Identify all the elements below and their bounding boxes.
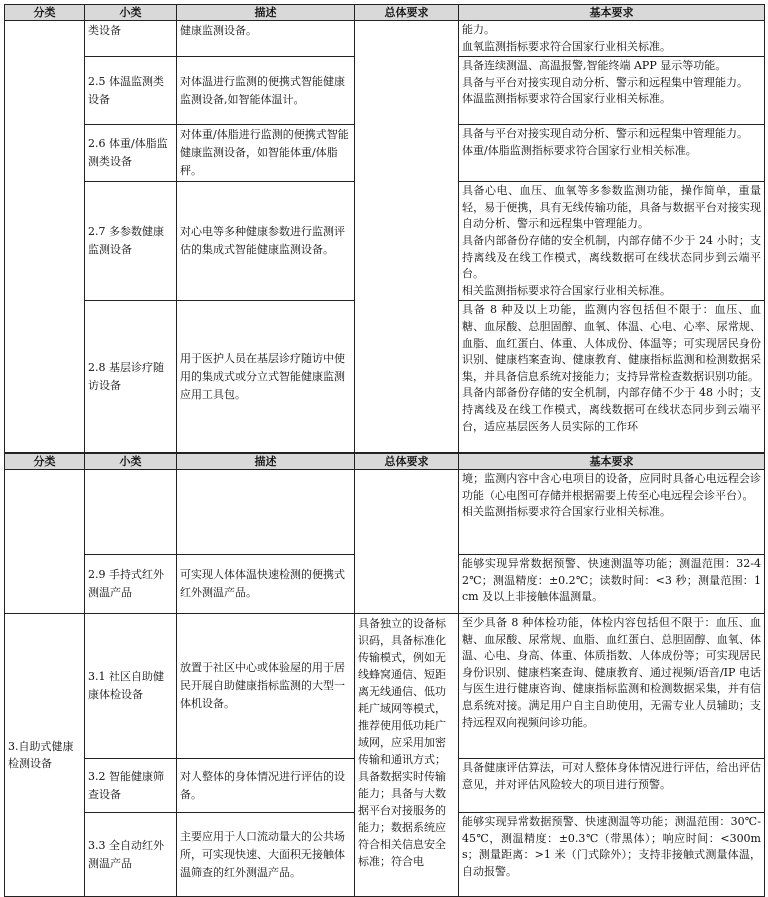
subcategory-cell xyxy=(85,470,177,555)
category-cell xyxy=(5,21,85,453)
header-description: 描述 xyxy=(177,5,355,21)
header-subcategory: 小类 xyxy=(85,5,177,21)
subcategory-cell: 2.7 多参数健康监测设备 xyxy=(85,182,177,301)
description-cell: 可实现人体体温快速检测的便携式红外测温产品。 xyxy=(177,555,355,614)
overall-requirements-cell: 具备独立的设备标识码，具备标准化传输模式，例如无线蜂窝通信、短距离无线通信、低功耗广域网等模式，推荐使用低功耗广域网，应采用加密传输和通讯方式；具备数据实时传输能力；具备与大数据平台对接服务的能力；数据系统应符合相关信息安全标准；符合电 xyxy=(355,614,459,897)
header-subcategory: 小类 xyxy=(85,454,177,470)
header-basic-requirements: 基本要求 xyxy=(459,454,765,470)
header-basic-requirements: 基本要求 xyxy=(459,5,765,21)
subcategory-cell: 类设备 xyxy=(85,21,177,57)
header-overall-requirements: 总体要求 xyxy=(355,5,459,21)
subcategory-cell: 3.3 全自动红外测温产品 xyxy=(85,813,177,897)
subcategory-cell: 2.5 体温监测类设备 xyxy=(85,57,177,125)
requirements-table-part-1 xyxy=(4,4,765,453)
description-cell: 健康监测设备。 xyxy=(177,21,355,57)
header-category: 分类 xyxy=(5,5,85,21)
overall-requirements-cell xyxy=(355,470,459,614)
category-cell: 3.自助式健康检测设备 xyxy=(5,614,85,897)
subcategory-cell: 2.8 基层诊疗随访设备 xyxy=(85,301,177,453)
description-cell xyxy=(177,470,355,555)
table-header-row xyxy=(5,5,765,21)
table-row xyxy=(5,21,765,57)
header-overall-requirements: 总体要求 xyxy=(355,454,459,470)
description-cell: 用于医护人员在基层诊疗随访中使用的集成式或分立式智能健康监测应用工具包。 xyxy=(177,301,355,453)
subcategory-cell: 3.2 智能健康筛查设备 xyxy=(85,759,177,813)
basic-requirements-cell: 境；监测内容中含心电项目的设备，应同时具备心电远程会诊功能（心电图可存储并根据需要上传至心电远程会诊平台）。 相关监测指标要求符合国家行业相关标准。 xyxy=(459,470,765,555)
subcategory-cell: 2.9 手持式红外测温产品 xyxy=(85,555,177,614)
requirements-table-part-2 xyxy=(4,453,765,897)
basic-requirements-cell: 具备心电、血压、血氧等多参数监测功能，操作简单，重量轻，易于便携，具有无线传输功能，具备与数据平台对接实现自动分析、警示和远程集中管理能力。 具备内部备份存储的安全机制，内部存储不少于 24 小时；支持离线及在线工作模式，离线数据可在线状态同步到云端平台。 相关监测指标要求符合国家行业相关标准。 xyxy=(459,182,765,301)
basic-requirements-cell: 具备 8 种及以上功能，监测内容包括但不限于：血压、血糖、血尿酸、总胆固醇、血氧、体温、心电、心率、尿常规、血脂、血红蛋白、体重、人体成份、体温等；可实现居民身份识别、健康档案查询、健康教育、健康指标监测和检测数据采集，并具备信息系统对接能力；支持异常检查数据识别功能。 具备内部备份存储的安全机制，内部存储不少于 48 小时；支持离线及在线工作模式，离线数据可在线状态同步到云端平台，适应基层医务人员实际的工作环 xyxy=(459,301,765,453)
basic-requirements-cell: 至少具备 8 种体检功能，体检内容包括但不限于：血压、血糖、血尿酸、尿常规、血脂、血红蛋白、总胆固醇、血氧、体温、心电、身高、体重、体质指数、人体成份等；可实现居民身份识别、健康档案查询、健康教育、通过视频/语音/IP 电话与医生进行健康咨询、健康指标监测和检测数据采集，并有信息系统对接。满足用户自主自助使用，无需专业人员辅助；支持远程双向视频问诊功能。 xyxy=(459,614,765,759)
description-cell: 对心电等多种健康参数进行监测评估的集成式智能健康监测设备。 xyxy=(177,182,355,301)
basic-requirements-cell: 能力。 血氧监测指标要求符合国家行业相关标准。 xyxy=(459,21,765,57)
table-row xyxy=(5,614,765,759)
overall-requirements-cell xyxy=(355,21,459,453)
basic-requirements-cell: 具备与平台对接实现自动分析、警示和远程集中管理能力。 体重/体脂监测指标要求符合国家行业相关标准。 xyxy=(459,125,765,182)
subcategory-cell: 3.1 社区自助健康体检设备 xyxy=(85,614,177,759)
header-category: 分类 xyxy=(5,454,85,470)
table-row xyxy=(5,470,765,555)
description-cell: 放置于社区中心或体验屋的用于居民开展自助健康指标监测的大型一体机设备。 xyxy=(177,614,355,759)
basic-requirements-cell: 能够实现异常数据预警、快速测温等功能；测温范围：30℃-45℃，测温精度：±0.3℃（带黑体）；响应时间：<300ms；测量距离：>1 米（门式除外）；支持非接触式测量体温，自动报警。 xyxy=(459,813,765,897)
description-cell: 对人整体的身体情况进行评估的设备。 xyxy=(177,759,355,813)
category-cell xyxy=(5,470,85,614)
basic-requirements-cell: 具备健康评估算法，可对人整体身体情况进行评估，给出评估意见，并对评估风险较大的项目进行预警。 xyxy=(459,759,765,813)
table-header-row xyxy=(5,454,765,470)
subcategory-cell: 2.6 体重/体脂监测类设备 xyxy=(85,125,177,182)
description-cell: 对体温进行监测的便携式智能健康监测设备,如智能体温计。 xyxy=(177,57,355,125)
header-description: 描述 xyxy=(177,454,355,470)
basic-requirements-cell: 能够实现异常数据预警、快速测温等功能；测温范围：32-42℃；测温精度：±0.2℃；读数时间：<3 秒；测量范围：1cm 及以上非接触体温测量。 xyxy=(459,555,765,614)
description-cell: 对体重/体脂进行监测的便携式智能健康监测设备，如智能体重/体脂秤。 xyxy=(177,125,355,182)
description-cell: 主要应用于人口流动量大的公共场所，可实现快速、大面积无接触体温筛查的红外测温产品。 xyxy=(177,813,355,897)
basic-requirements-cell: 具备连续测温、高温报警,智能终端 APP 显示等功能。 具备与平台对接实现自动分析、警示和远程集中管理能力。 体温监测指标要求符合国家行业相关标准。 xyxy=(459,57,765,125)
